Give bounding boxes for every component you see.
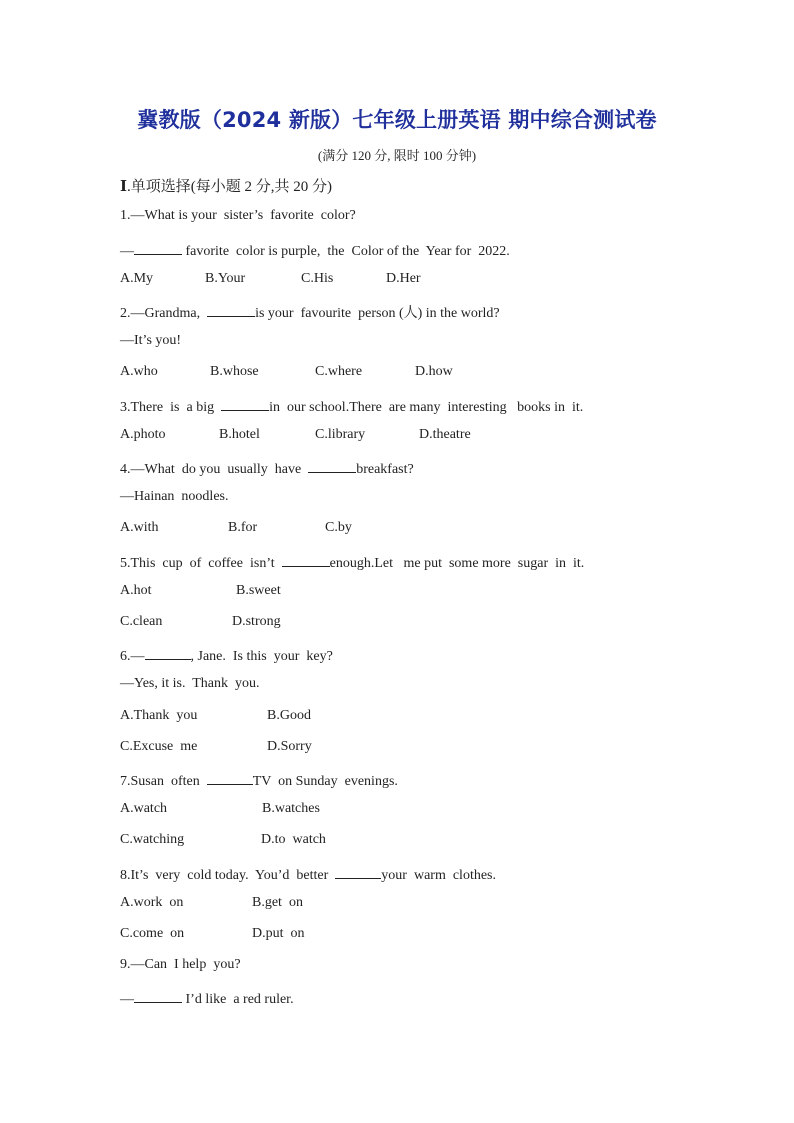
answer-blank[interactable] [134, 240, 182, 255]
question-text: —Yes, it is. Thank you. [120, 676, 260, 691]
page-title: 冀教版（2024 新版）七年级上册英语 期中综合测试卷 [137, 108, 657, 132]
option-a[interactable]: A.with [120, 520, 159, 535]
question-text: — [120, 244, 134, 259]
option-a[interactable]: A.My [120, 271, 154, 286]
question-8-stem [120, 864, 496, 884]
option-a[interactable]: A.hot [120, 583, 152, 598]
option-c[interactable]: C.watching [120, 832, 185, 847]
question-text: —It’s you! [120, 333, 182, 348]
question-text: 2.—Grandma, [120, 306, 208, 321]
option-c[interactable]: C.Excuse me [120, 739, 198, 754]
answer-blank[interactable] [335, 864, 381, 879]
question-2-answer-line [120, 333, 181, 349]
answer-blank[interactable] [134, 988, 182, 1003]
option-d[interactable]: D.theatre [419, 427, 471, 442]
question-text: breakfast? [356, 462, 414, 477]
option-c[interactable]: C.clean [120, 614, 163, 629]
question-text: favorite color is purple, the Color of the Year for 2022. [182, 244, 510, 259]
question-text: is your favourite person (人) in the world? [255, 306, 500, 321]
question-text: 8.It’s very cold today. You’d better [120, 868, 336, 883]
question-2-stem [120, 302, 500, 322]
section-heading [120, 175, 332, 196]
option-b[interactable]: B.watches [262, 801, 320, 816]
option-b[interactable]: B.hotel [219, 427, 260, 442]
option-c[interactable]: C.library [315, 427, 366, 442]
question-text: 5.This cup of coffee isn’t [120, 556, 282, 571]
section-roman-numeral: Ⅰ [120, 179, 128, 195]
question-text: , Jane. Is this your key? [190, 649, 333, 664]
option-a[interactable]: A.watch [120, 801, 168, 816]
option-d[interactable]: D.put on [252, 926, 305, 941]
question-1-stem [120, 208, 356, 224]
option-d[interactable]: D.Sorry [267, 739, 312, 754]
question-text: TV on Sunday evenings. [252, 774, 398, 789]
option-a[interactable]: A.Thank you [120, 708, 198, 723]
option-a[interactable]: A.work on [120, 895, 184, 910]
option-d[interactable]: D.how [415, 364, 453, 379]
question-5-stem [120, 552, 584, 572]
option-c[interactable]: C.come on [120, 926, 185, 941]
option-b[interactable]: B.whose [210, 364, 259, 379]
question-1-answer-line [120, 240, 510, 260]
option-a[interactable]: A.photo [120, 427, 166, 442]
question-7-stem [120, 770, 398, 790]
question-6-stem [120, 645, 333, 665]
option-c[interactable]: C.by [325, 520, 352, 535]
question-4-answer-line [120, 489, 228, 505]
question-text: — [120, 992, 134, 1007]
answer-blank[interactable] [308, 458, 356, 473]
option-c[interactable]: C.His [301, 271, 334, 286]
question-text: in our school.There are many interesting books in it. [269, 400, 584, 415]
option-d[interactable]: D.Her [386, 271, 421, 286]
option-b[interactable]: B.Good [267, 708, 311, 723]
question-text: 1.—What is your sister’s favorite color? [120, 208, 356, 223]
question-text: I’d like a red ruler. [182, 992, 294, 1007]
question-9-answer-line [120, 988, 294, 1008]
answer-blank[interactable] [207, 770, 253, 785]
question-text: enough.Let me put some more sugar in it. [329, 556, 585, 571]
answer-blank[interactable] [207, 302, 255, 317]
answer-blank[interactable] [221, 396, 269, 411]
answer-blank[interactable] [145, 645, 191, 660]
question-text: 6.— [120, 649, 145, 664]
answer-blank[interactable] [282, 552, 330, 567]
option-d[interactable]: D.to watch [261, 832, 326, 847]
option-b[interactable]: B.get on [252, 895, 303, 910]
question-9-stem [120, 957, 241, 973]
option-b[interactable]: B.sweet [236, 583, 281, 598]
score-time-note: (满分 120 分, 限时 100 分钟) [317, 148, 477, 163]
question-text: 4.—What do you usually have [120, 462, 309, 477]
option-c[interactable]: C.where [315, 364, 363, 379]
option-a[interactable]: A.who [120, 364, 158, 379]
question-text: 9.—Can I help you? [120, 957, 241, 972]
question-text: 7.Susan often [120, 774, 207, 789]
question-3-stem [120, 396, 583, 416]
question-text: —Hainan noodles. [120, 489, 229, 504]
question-4-stem [120, 458, 414, 478]
question-6-answer-line [120, 676, 260, 692]
section-label: .单项选择(每小题 2 分,共 20 分) [127, 179, 333, 195]
question-text: your warm clothes. [381, 868, 496, 883]
option-b[interactable]: B.for [228, 520, 258, 535]
option-b[interactable]: B.Your [205, 271, 246, 286]
option-d[interactable]: D.strong [232, 614, 281, 629]
question-text: 3.There is a big [120, 400, 222, 415]
